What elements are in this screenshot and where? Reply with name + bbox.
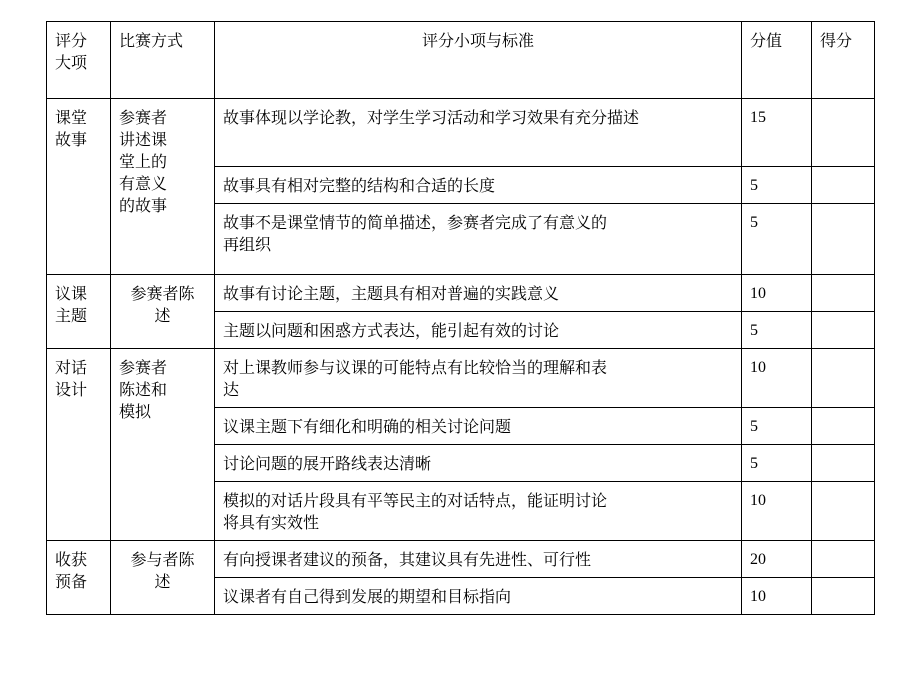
score-input-cell[interactable]: [812, 312, 875, 349]
header-score: 得分: [812, 22, 875, 99]
criterion-cell: 对上课教师参与议课的可能特点有比较恰当的理解和表 达: [215, 349, 742, 408]
criterion-cell: 讨论问题的展开路线表达清晰: [215, 445, 742, 482]
points-cell: 5: [742, 204, 812, 275]
category-cell: 对话 设计: [47, 349, 111, 541]
score-input-cell[interactable]: [812, 167, 875, 204]
table-row: [47, 99, 875, 167]
points-cell: 5: [742, 445, 812, 482]
score-input-cell[interactable]: [812, 482, 875, 541]
criterion-cell: 议课主题下有细化和明确的相关讨论问题: [215, 408, 742, 445]
score-input-cell[interactable]: [812, 408, 875, 445]
category-cell: 收获 预备: [47, 541, 111, 615]
points-cell: 10: [742, 578, 812, 615]
criterion-cell: 模拟的对话片段具有平等民主的对话特点，能证明讨论 将具有实效性: [215, 482, 742, 541]
header-method: 比赛方式: [111, 22, 215, 99]
criterion-cell: 议课者有自己得到发展的期望和目标指向: [215, 578, 742, 615]
score-input-cell[interactable]: [812, 541, 875, 578]
score-input-cell[interactable]: [812, 349, 875, 408]
criterion-cell: 故事体现以学论教，对学生学习活动和学习效果有充分描述: [215, 99, 742, 167]
points-cell: 5: [742, 408, 812, 445]
category-cell: 课堂 故事: [47, 99, 111, 275]
scoring-rubric-table: [46, 21, 875, 615]
points-cell: 15: [742, 99, 812, 167]
criterion-cell: 故事具有相对完整的结构和合适的长度: [215, 167, 742, 204]
header-points: 分值: [742, 22, 812, 99]
points-cell: 5: [742, 312, 812, 349]
table-row: [47, 349, 875, 408]
points-cell: 10: [742, 482, 812, 541]
criterion-cell: 主题以问题和困惑方式表达，能引起有效的讨论: [215, 312, 742, 349]
points-cell: 20: [742, 541, 812, 578]
method-cell: 参赛者陈 述: [111, 275, 215, 349]
method-cell: 参与者陈 述: [111, 541, 215, 615]
points-cell: 10: [742, 349, 812, 408]
criterion-cell: 故事不是课堂情节的简单描述，参赛者完成了有意义的 再组织: [215, 204, 742, 275]
score-input-cell[interactable]: [812, 99, 875, 167]
points-cell: 5: [742, 167, 812, 204]
criterion-cell: 故事有讨论主题，主题具有相对普遍的实践意义: [215, 275, 742, 312]
score-input-cell[interactable]: [812, 204, 875, 275]
method-cell: 参赛者 讲述课 堂上的 有意义 的故事: [111, 99, 215, 275]
header-criteria: 评分小项与标准: [215, 22, 742, 99]
score-input-cell[interactable]: [812, 275, 875, 312]
score-input-cell[interactable]: [812, 578, 875, 615]
score-input-cell[interactable]: [812, 445, 875, 482]
table-row: [47, 275, 875, 312]
category-cell: 议课 主题: [47, 275, 111, 349]
points-cell: 10: [742, 275, 812, 312]
table-row: [47, 541, 875, 578]
criterion-cell: 有向授课者建议的预备，其建议具有先进性、可行性: [215, 541, 742, 578]
method-cell: 参赛者 陈述和 模拟: [111, 349, 215, 541]
header-row: [47, 22, 875, 99]
header-category: 评分 大项: [47, 22, 111, 99]
